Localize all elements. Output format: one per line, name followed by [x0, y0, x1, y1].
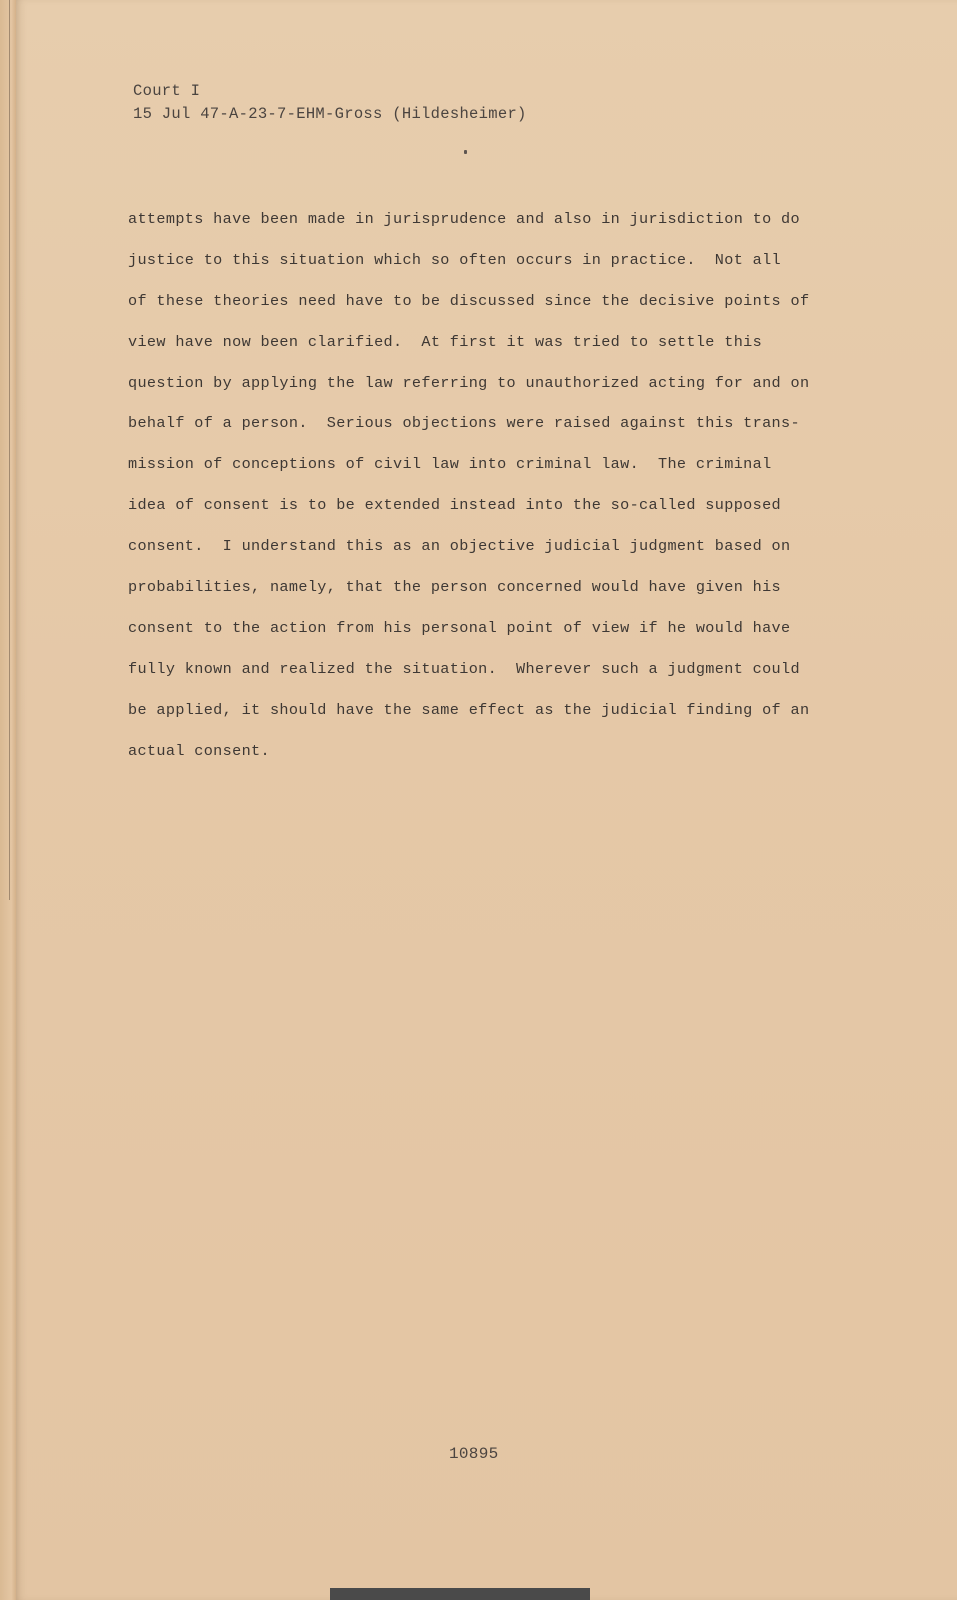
- body-line: justice to this situation which so often occurs in practice. Not all: [128, 250, 782, 269]
- paper-left-edge: [0, 0, 16, 1600]
- body-line: probabilities, namely, that the person concerned would have given his: [128, 578, 782, 597]
- paper-edge-line: [9, 0, 10, 900]
- body-line: fully known and realized the situation. Wherever such a judgment could: [128, 659, 800, 678]
- body-line: consent. I understand this as an objective judicial judgment based on: [128, 537, 791, 556]
- body-line: behalf of a person. Serious objections were raised against this trans-: [128, 414, 800, 433]
- page-number: 10895: [449, 1445, 499, 1463]
- document-header: [133, 80, 527, 126]
- body-line: view have now been clarified. At first it was tried to settle this: [128, 332, 763, 351]
- body-line: mission of conceptions of civil law into criminal law. The criminal: [128, 455, 772, 474]
- body-line: question by applying the law referring to unauthorized acting for and on: [128, 373, 810, 392]
- scanner-shadow: [330, 1588, 590, 1600]
- body-line: consent to the action from his personal point of view if he would have: [128, 618, 791, 637]
- body-line: attempts have been made in jurisprudence and also in jurisdiction to do: [128, 210, 800, 228]
- header-court: Court I: [133, 82, 201, 100]
- header-reference: 15 Jul 47-A-23-7-EHM-Gross (Hildesheimer): [133, 105, 527, 123]
- body-line: of these theories need have to be discussed since the decisive points of: [128, 291, 810, 310]
- ink-mark: [464, 150, 467, 154]
- body-line: actual consent.: [128, 741, 270, 760]
- document-body: [128, 206, 868, 778]
- body-line: be applied, it should have the same effect as the judicial finding of an: [128, 700, 810, 719]
- body-line: idea of consent is to be extended instead into the so-called supposed: [128, 496, 782, 515]
